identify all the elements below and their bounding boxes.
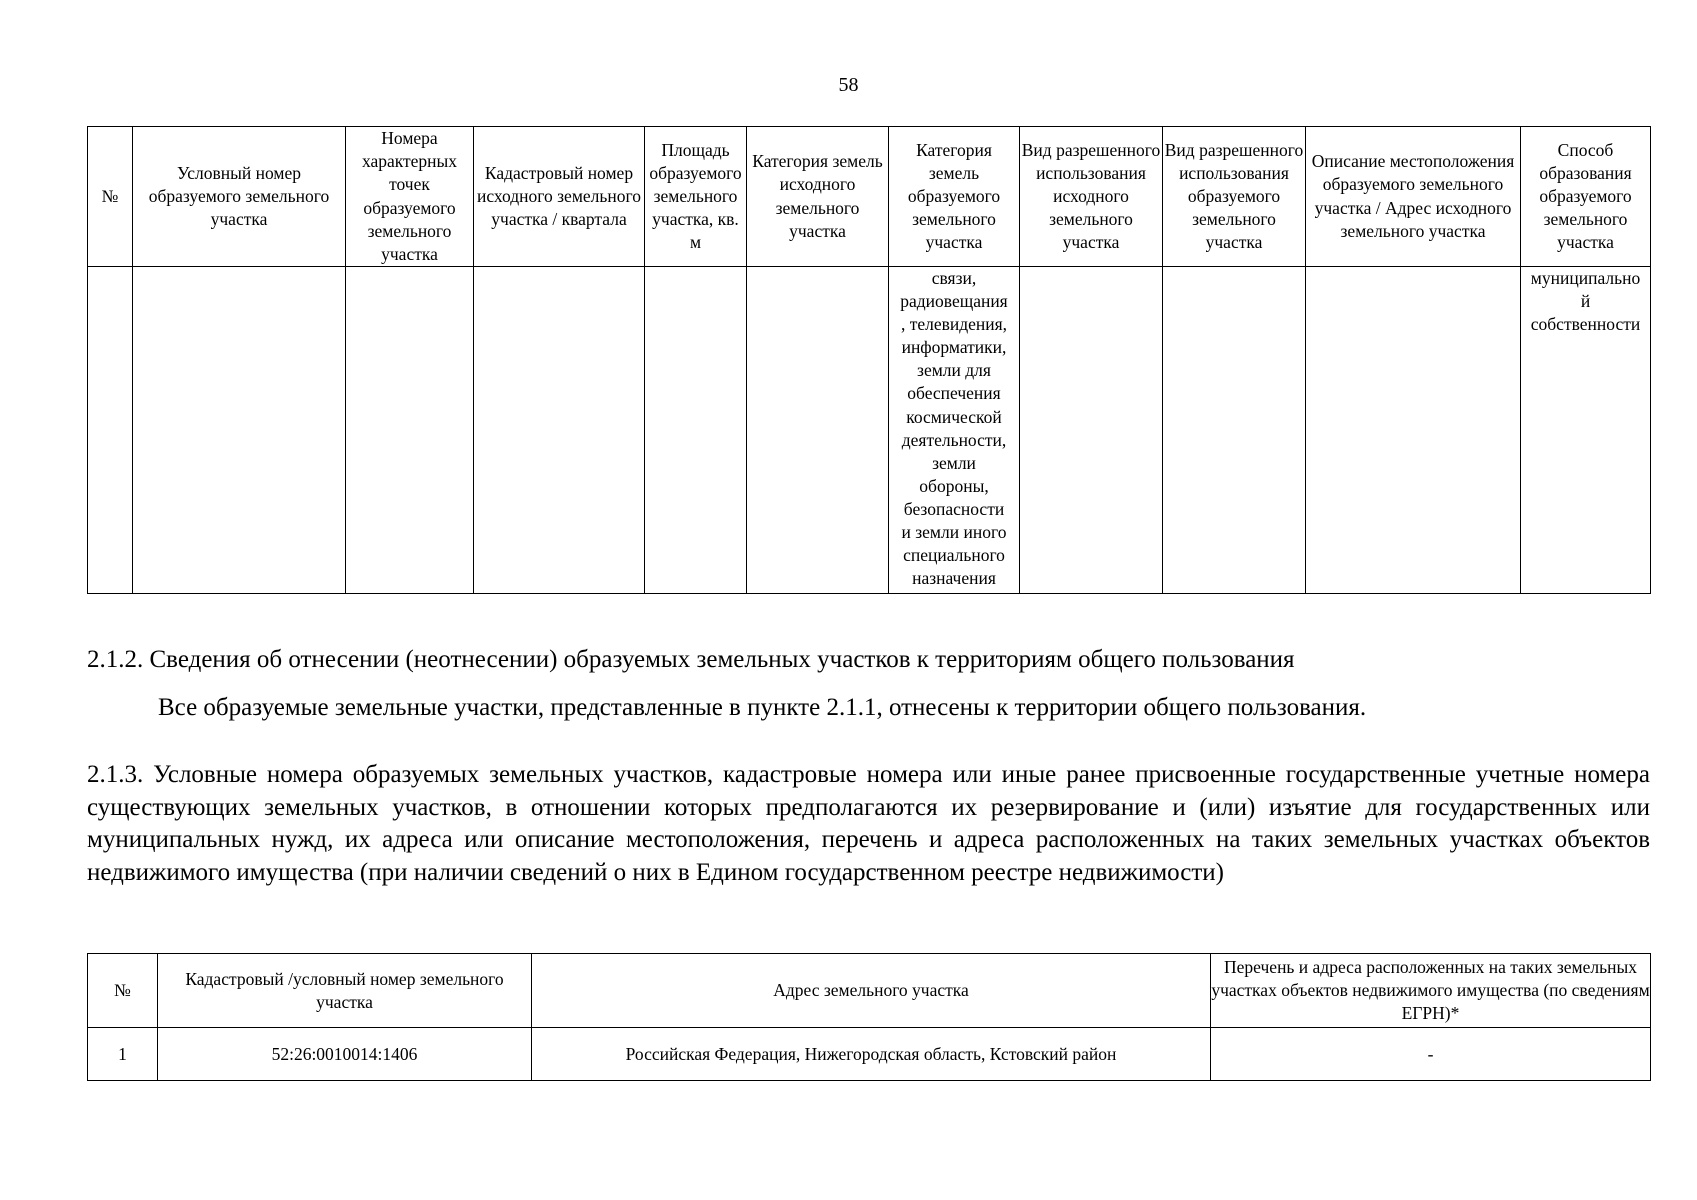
cell-number — [88, 267, 133, 594]
cell-category-formed: связи, радиовещания , телевидения, информатики, земли для обеспечения космической деятельности, земли обороны, безопасности и земли иного специального назначения — [889, 267, 1020, 594]
cell-number: 1 — [88, 1028, 158, 1081]
cell-area — [645, 267, 747, 594]
cell-address: Российская Федерация, Нижегородская область, Кстовский район — [532, 1028, 1211, 1081]
header-conditional-number: Условный номер образуемого земельного участка — [133, 127, 346, 267]
page-number: 58 — [838, 74, 859, 96]
header-points: Номера характерных точек образуемого земельного участка — [346, 127, 474, 267]
table-row — [88, 1028, 1651, 1081]
cell-cadastral-number: 52:26:0010014:1406 — [158, 1028, 532, 1081]
cell-points — [346, 267, 474, 594]
cell-formation-method: муниципально й собственности — [1521, 267, 1651, 594]
header-category-formed: Категория земель образуемого земельного участка — [889, 127, 1020, 267]
header-area: Площадь образуемого земельного участка, кв. м — [645, 127, 747, 267]
land-plots-table — [87, 126, 1651, 594]
header-category-source: Категория земель исходного земельного участка — [747, 127, 889, 267]
cell-use-formed — [1163, 267, 1306, 594]
section-212-heading: 2.1.2. Сведения об отнесении (неотнесении) образуемых земельных участков к территориям общего пользования — [87, 646, 1295, 673]
cell-category-source — [747, 267, 889, 594]
table-row — [88, 267, 1651, 594]
section-213-paragraph: 2.1.3. Условные номера образуемых земельных участков, кадастровые номера или иные ранее присвоенные государственные учетные номера существующих земельных участков, в отношении которых предполагаются их резервирование и (или) изъятие для государственных или муниципальных нужд, их адреса или описание местоположения, перечень и адреса расположенных на таких земельных участках объектов недвижимого имущества (при наличии сведений о них в Едином государственном реестре недвижимости) — [87, 761, 1650, 886]
header-cadastral-number: Кадастровый /условный номер земельного участка — [158, 954, 532, 1028]
header-number: № — [88, 127, 133, 267]
cell-conditional-number — [133, 267, 346, 594]
header-cadastral: Кадастровый номер исходного земельного участка / квартала — [474, 127, 645, 267]
table-header-row — [88, 127, 1651, 267]
header-use-source: Вид разрешенного использования исходного земельного участка — [1020, 127, 1163, 267]
header-formation-method: Способ образования образуемого земельного участка — [1521, 127, 1651, 267]
cell-use-source — [1020, 267, 1163, 594]
cell-cadastral — [474, 267, 645, 594]
header-number: № — [88, 954, 158, 1028]
cell-location — [1306, 267, 1521, 594]
header-address: Адрес земельного участка — [532, 954, 1211, 1028]
table-header-row — [88, 954, 1651, 1028]
reservation-table — [87, 953, 1651, 1081]
header-location: Описание местоположения образуемого земельного участка / Адрес исходного земельного участка — [1306, 127, 1521, 267]
header-use-formed: Вид разрешенного использования образуемого земельного участка — [1163, 127, 1306, 267]
section-212-paragraph: Все образуемые земельные участки, представленные в пункте 2.1.1, отнесены к территории общего пользования. — [158, 694, 1367, 721]
cell-objects: - — [1211, 1028, 1651, 1081]
header-objects: Перечень и адреса расположенных на таких земельных участках объектов недвижимого имущества (по сведениям ЕГРН)* — [1211, 954, 1651, 1028]
